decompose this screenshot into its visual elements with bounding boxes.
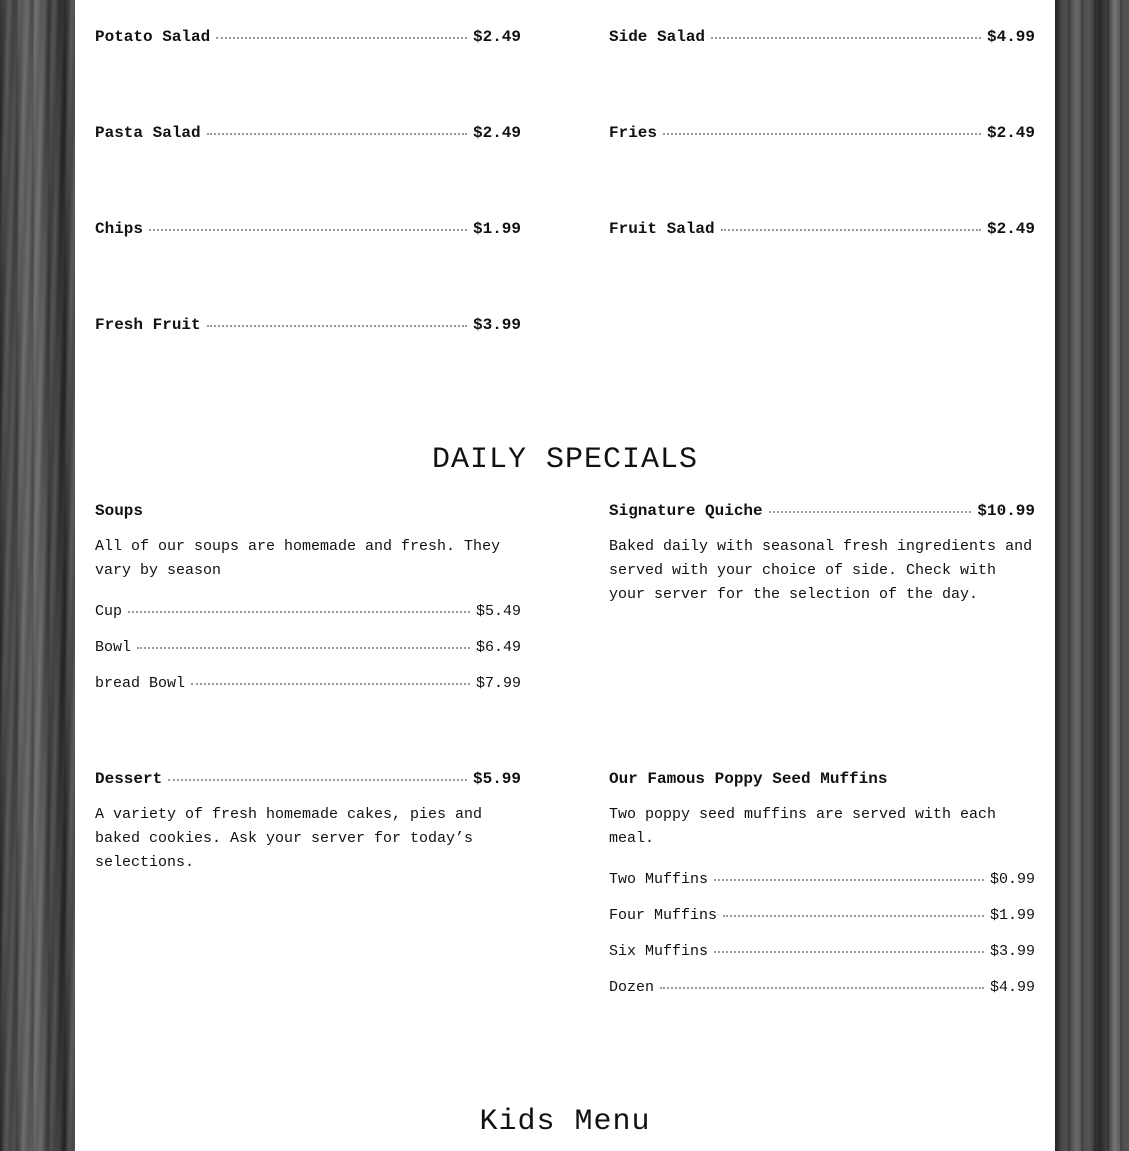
leader-dots: [714, 879, 984, 881]
muffin-option-four: [609, 907, 1035, 924]
option-price: $5.49: [475, 603, 521, 620]
option-name: Six Muffins: [609, 943, 709, 960]
item-name: Signature Quiche: [609, 502, 763, 520]
option-name: Four Muffins: [609, 907, 718, 924]
dessert-description: A variety of fresh homemade cakes, pies and baked cookies. Ask your server for today’s selections.: [95, 806, 483, 871]
menu-item-fruit-salad: [609, 220, 1035, 238]
leader-dots: [207, 325, 467, 327]
item-name: Potato Salad: [95, 28, 211, 46]
leader-dots: [216, 37, 467, 39]
menu-item-potato-salad: [95, 28, 521, 46]
item-name: Pasta Salad: [95, 124, 201, 142]
option-price: $6.49: [475, 639, 521, 656]
leader-dots: [168, 779, 467, 781]
wood-background-right: [1055, 0, 1129, 1151]
leader-dots: [660, 987, 984, 989]
item-price: $3.99: [472, 316, 521, 334]
leader-dots: [128, 611, 470, 613]
option-price: $4.99: [989, 979, 1035, 996]
item-price: $1.99: [472, 220, 521, 238]
leader-dots: [149, 229, 467, 231]
item-price: $10.99: [977, 502, 1035, 520]
quiche-description: Baked daily with seasonal fresh ingredients and served with your choice of side. Check with your server for the selection of the day.: [609, 538, 1033, 603]
menu-item-fries: [609, 124, 1035, 142]
item-name: Chips: [95, 220, 144, 238]
item-price: $2.49: [472, 124, 521, 142]
option-name: Bowl: [95, 639, 132, 656]
section-heading-kids-menu: Kids Menu: [479, 1105, 651, 1139]
item-price: $2.49: [472, 28, 521, 46]
soup-option-bowl: [95, 639, 521, 656]
leader-dots: [191, 683, 470, 685]
item-name: Side Salad: [609, 28, 706, 46]
item-price: $2.49: [986, 124, 1035, 142]
menu-item-chips: [95, 220, 521, 238]
section-heading-daily-specials: DAILY SPECIALS: [431, 443, 699, 477]
leader-dots: [663, 133, 981, 135]
menu-page: [75, 0, 1055, 1151]
item-price: $5.99: [472, 770, 521, 788]
soups-title: Soups: [95, 502, 144, 520]
muffin-option-dozen: [609, 979, 1035, 996]
menu-item-side-salad: [609, 28, 1035, 46]
item-name: Fresh Fruit: [95, 316, 201, 334]
leader-dots: [721, 229, 981, 231]
muffins-description: Two poppy seed muffins are served with each meal.: [609, 806, 997, 847]
leader-dots: [714, 951, 984, 953]
soup-option-cup: [95, 603, 521, 620]
leader-dots: [711, 37, 981, 39]
menu-item-pasta-salad: [95, 124, 521, 142]
option-name: Two Muffins: [609, 871, 709, 888]
leader-dots: [207, 133, 467, 135]
item-name: Fries: [609, 124, 658, 142]
option-price: $1.99: [989, 907, 1035, 924]
leader-dots: [137, 647, 470, 649]
menu-item-signature-quiche: [609, 502, 1035, 520]
option-name: Dozen: [609, 979, 655, 996]
item-name: Dessert: [95, 770, 163, 788]
option-name: Cup: [95, 603, 123, 620]
leader-dots: [769, 511, 972, 513]
muffin-option-six: [609, 943, 1035, 960]
item-name: Fruit Salad: [609, 220, 715, 238]
option-name: bread Bowl: [95, 675, 186, 692]
menu-item-fresh-fruit: [95, 316, 521, 334]
muffins-title: Our Famous Poppy Seed Muffins: [609, 770, 888, 788]
leader-dots: [723, 915, 984, 917]
soups-description: All of our soups are homemade and fresh. They vary by season: [95, 538, 501, 579]
muffin-option-two: [609, 871, 1035, 888]
option-price: $3.99: [989, 943, 1035, 960]
option-price: $7.99: [475, 675, 521, 692]
menu-item-dessert: [95, 770, 521, 788]
soup-option-bread-bowl: [95, 675, 521, 692]
option-price: $0.99: [989, 871, 1035, 888]
item-price: $4.99: [986, 28, 1035, 46]
item-price: $2.49: [986, 220, 1035, 238]
